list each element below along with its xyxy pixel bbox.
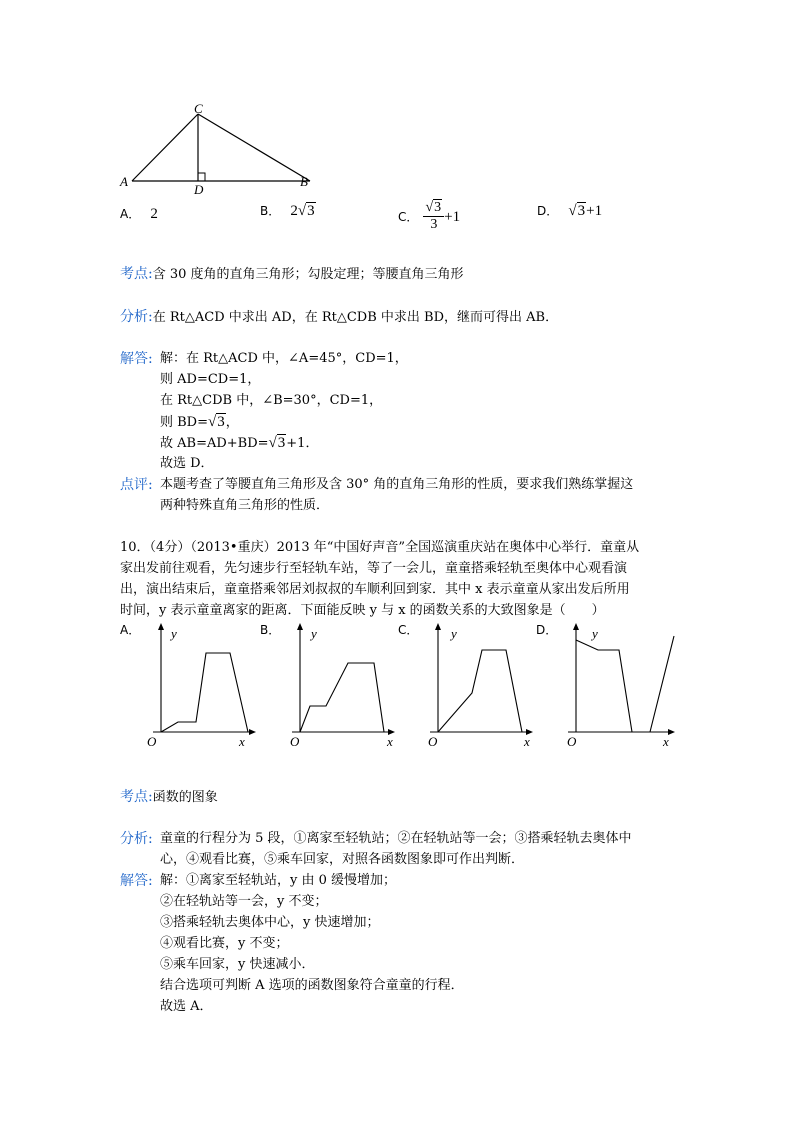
option-d: D． √3+1 xyxy=(537,203,603,219)
q9-jieda-line-5: 故 AB=AD+BD=√3+1． xyxy=(160,435,319,451)
q10-stem-line-2: 家出发前往观看，先匀速步行至轻轨车站，等了一会儿，童童搭乘轻轨至奥体中心观看演 xyxy=(120,561,628,576)
svg-text:x: x xyxy=(387,734,393,749)
q10-jieda-line-4: ④观看比赛，y 不变； xyxy=(160,936,289,951)
svg-text:y: y xyxy=(311,626,317,641)
graph-d-key: D． xyxy=(536,623,558,637)
q10-stem-line-3: 出，演出结束后，童童搭乘邻居刘叔叔的车顺利回到家．其中 x 表示童童从家出发后所用 xyxy=(120,582,630,597)
q9-dianping-label: 点评: xyxy=(120,477,153,493)
q9-jieda-line-6: 故选 D． xyxy=(160,456,214,471)
option-b: B． 2√3 xyxy=(260,203,315,219)
label-c: C xyxy=(194,101,203,116)
graph-a xyxy=(118,620,258,752)
q10-fenxi-label: 分析: xyxy=(120,831,153,847)
q10-jieda-line-3: ③搭乘轻轨去奥体中心，y 快速增加； xyxy=(160,915,380,930)
side-bc xyxy=(198,114,310,181)
q9-jieda-label: 解答: xyxy=(120,351,153,367)
triangle-figure xyxy=(110,98,330,198)
q10-kaodian: 考点:函数的图象 xyxy=(120,789,218,805)
graph-a-curve xyxy=(161,653,248,732)
q9-kaodian: 考点:含 30 度角的直角三角形；勾股定理；等腰直角三角形 xyxy=(120,266,464,282)
q10-jieda-line-2: ②在轻轨站等一会，y 不变； xyxy=(160,894,328,909)
graph-b-curve xyxy=(300,663,384,732)
q9-jieda-line-3: 在 Rt△CDB 中，∠B=30°，CD=1， xyxy=(160,393,383,408)
svg-text:O: O xyxy=(290,734,300,749)
q10-jieda-line-1: 解：①离家至轻轨站，y 由 0 缓慢增加； xyxy=(160,873,397,888)
label-b: B xyxy=(300,174,308,189)
q10-jieda-line-5: ⑤乘车回家，y 快速减小． xyxy=(160,957,315,972)
option-a: A． 2 xyxy=(120,206,158,222)
graph-c xyxy=(396,620,536,752)
q9-jieda-line-4: 则 BD=√3， xyxy=(160,414,239,430)
svg-text:O: O xyxy=(428,734,438,749)
graph-d xyxy=(534,620,680,752)
fenxi-label: 分析: xyxy=(120,309,153,325)
q9-fenxi: 分析:在 Rt△ACD 中求出 AD，在 Rt△CDB 中求出 BD，继而可得出 AB． xyxy=(120,309,559,325)
graph-c-curve xyxy=(438,650,522,732)
graph-b-key: B． xyxy=(260,623,281,637)
q9-dianping-line-2: 两种特殊直角三角形的性质． xyxy=(160,498,330,513)
q10-jieda-line-7: 故选 A． xyxy=(160,999,213,1014)
graph-a-key: A． xyxy=(120,623,141,637)
svg-text:y: y xyxy=(451,626,457,641)
q10-jieda-label: 解答: xyxy=(120,873,153,889)
q10-fenxi-line-2: 心，④观看比赛，⑤乘车回家，对照各函数图象即可作出判断． xyxy=(160,852,525,867)
svg-text:y: y xyxy=(171,626,177,641)
graph-c-key: C． xyxy=(398,623,419,637)
option-c: C． $\frac{√3}{3}$ +1 xyxy=(398,200,461,232)
label-a: A xyxy=(120,174,128,189)
svg-text:x: x xyxy=(663,734,669,749)
q10-stem-line-1: 10．（4分）（2013•重庆）2013 年“中国好声音”全国巡演重庆站在奥体中心举行．童童从 xyxy=(120,540,640,555)
svg-text:y: y xyxy=(592,626,598,641)
svg-text:O: O xyxy=(147,734,157,749)
right-angle-mark xyxy=(198,173,205,181)
kaodian-label: 考点: xyxy=(120,266,153,282)
q10-jieda-line-6: 结合选项可判断 A 选项的函数图象符合童童的行程． xyxy=(160,978,464,993)
side-ac xyxy=(132,114,198,181)
graph-b xyxy=(258,620,398,752)
svg-text:O: O xyxy=(567,734,577,749)
svg-text:x: x xyxy=(239,734,245,749)
q10-fenxi-line-1: 童童的行程分为 5 段，①离家至轻轨站；②在轻轨站等一会；③搭乘轻轨去奥体中 xyxy=(160,831,632,846)
label-d: D xyxy=(194,182,204,197)
q9-dianping-line-1: 本题考查了等腰直角三角形及含 30° 角的直角三角形的性质，要求我们熟练掌握这 xyxy=(160,477,634,492)
q9-jieda-line-1: 解：在 Rt△ACD 中，∠A=45°，CD=1， xyxy=(160,351,408,366)
svg-text:x: x xyxy=(524,734,530,749)
graph-d-curve xyxy=(576,636,674,732)
q9-jieda-line-2: 则 AD=CD=1， xyxy=(160,372,261,387)
q10-stem-line-4: 时间，y 表示童童离家的距离．下面能反映 y 与 x 的函数关系的大致图象是（ ） xyxy=(120,603,605,618)
